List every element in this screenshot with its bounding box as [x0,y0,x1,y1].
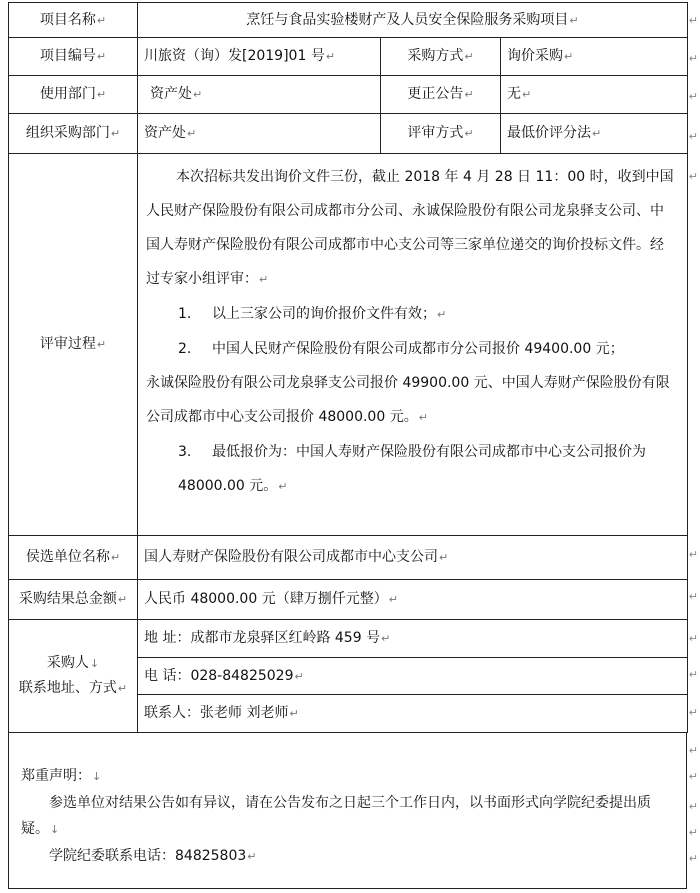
statement-title: 郑重声明：↓ [21,768,102,784]
row-end-mark: ↵ [688,548,698,561]
row-total-amount [9,580,688,620]
procurement-result-table [8,2,688,733]
row-using-dept [9,76,688,114]
row-org-dept [9,114,688,154]
row-end-mark: ↵ [688,770,698,783]
statement-body: 参选单位对结果公告如有异议，请在公告发布之日起三个工作日内，以书面形式向学院纪委提出质疑。↓ [21,795,651,837]
row-end-mark: ↵ [688,90,698,103]
statement-phone: 学院纪委联系电话：84825803↵ [49,848,257,864]
row-end-mark: ↵ [688,800,698,813]
org-dept-label: 组织采购部门↵ [9,114,138,154]
total-amount-label: 采购结果总金额↵ [9,580,138,620]
project-name-label: 项目名称↵ [9,3,138,38]
row-end-mark: ↵ [688,590,698,603]
using-dept-value: 资产处↵ [138,76,381,114]
row-end-mark: ↵ [688,130,698,143]
row-end-mark: ↵ [688,14,698,27]
row-contact-address [9,620,688,658]
row-project-number [9,38,688,76]
review-item-1: 1. 以上三家公司的询价报价文件有效；↵ [178,306,447,322]
review-method-value: 最低价评分法↵ [501,114,688,154]
org-dept-value: 资产处↵ [138,114,381,154]
row-end-mark: ↵ [688,744,698,757]
review-method-label: 评审方式↵ [381,114,501,154]
row-end-mark: ↵ [688,826,698,839]
review-item-2: 2. 中国人民财产保险股份有限公司成都市分公司报价 49400.00 元； [178,341,624,357]
review-item-2-continuation: 永诚保险股份有限公司龙泉驿支公司报价 49900.00 元、中国人寿财产保险股份有限公司成都市中心支公司报价 48000.00 元。↵ [146,375,670,425]
total-amount-value: 人民币 48000.00 元（肆万捌仟元整）↵ [138,580,688,620]
review-process-content [138,154,688,536]
contact-phone: 电 话：028-84825029↵ [138,658,688,695]
row-end-mark: ↵ [688,52,698,65]
using-dept-label: 使用部门↵ [9,76,138,114]
contact-label: 采购人↓ 联系地址、方式↵ [9,620,138,733]
row-end-mark: ↵ [688,706,698,719]
row-project-name [9,3,688,38]
procurement-method-value: 询价采购↵ [501,38,688,76]
correction-notice-value: 无↵ [501,76,688,114]
review-item-3: 3. 最低报价为：中国人寿财产保险股份有限公司成都市中心支公司报价为 48000.00 元。↵ [178,444,646,494]
correction-notice-label: 更正公告↵ [381,76,501,114]
project-number-value: 川旅资（询）发[2019]01 号↵ [138,38,381,76]
project-number-label: 项目编号↵ [9,38,138,76]
candidate-value: 国人寿财产保险股份有限公司成都市中心支公司↵ [138,536,688,580]
contact-person: 联系人：张老师 刘老师↵ [138,695,688,733]
row-review-process [9,154,688,536]
row-end-mark: ↵ [688,668,698,681]
review-process-label: 评审过程↵ [9,154,138,536]
procurement-method-label: 采购方式↵ [381,38,501,76]
row-end-mark: ↵ [688,170,698,183]
row-end-mark: ↵ [688,632,698,645]
candidate-label: 侯选单位名称↵ [9,536,138,580]
project-name-value: 烹饪与食品实验楼财产及人员安全保险服务采购项目↵ [138,3,688,38]
row-end-mark: ↵ [688,852,698,865]
contact-address: 地 址：成都市龙泉驿区红岭路 459 号↵ [138,620,688,658]
row-candidate [9,536,688,580]
review-paragraph: 本次招标共发出询价文件三份，截止 2018 年 4 月 28 日 11：00 时，收到中国人民财产保险股份有限公司成都市分公司、永诚保险股份有限公司龙泉驿支公司、中国人寿财产保险股份有限公司成都市中心支公司等三家单位递交的询价投标文件。经过专家小组评审：↵ [146,169,674,287]
solemn-statement [8,733,687,889]
